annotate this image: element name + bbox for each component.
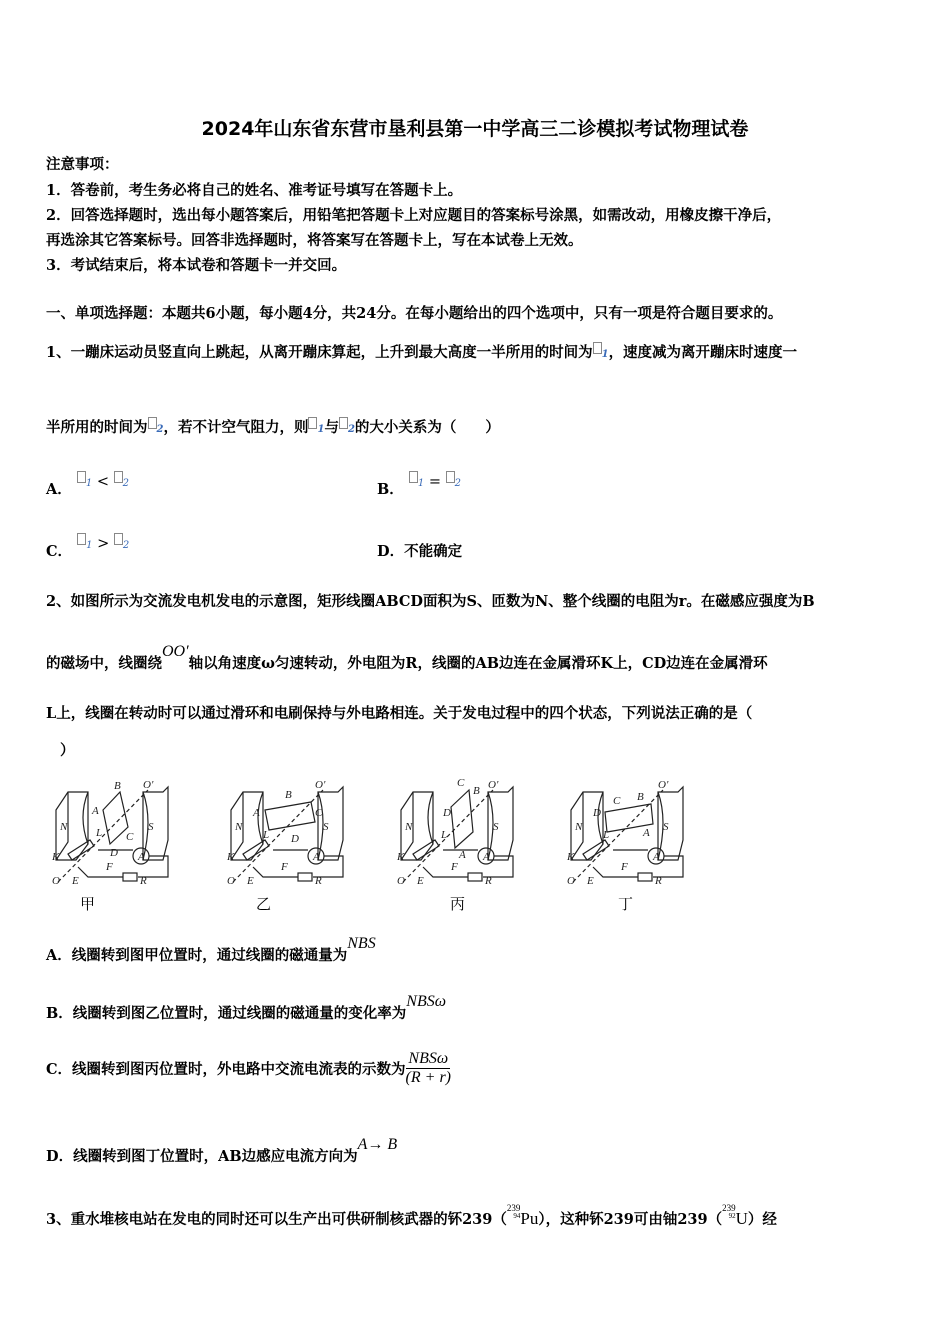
q2-line3: L上，线圈在转动时可以通过滑环和电刷保持与外电路相连。关于发电过程中的四个状态，下列说法正确的是（ xyxy=(46,705,753,722)
svg-text:E: E xyxy=(247,875,254,887)
svg-text:O: O xyxy=(397,875,405,887)
svg-text:N: N xyxy=(60,821,68,833)
svg-text:L: L xyxy=(441,829,448,841)
svg-text:S: S xyxy=(148,821,154,833)
svg-text:B: B xyxy=(637,791,644,803)
svg-text:A: A xyxy=(313,851,320,863)
svg-text:N: N xyxy=(575,821,583,833)
svg-text:F: F xyxy=(106,861,113,873)
notice-heading: 注意事项： xyxy=(46,156,119,173)
svg-text:F: F xyxy=(451,861,458,873)
generator-diagram-jia xyxy=(48,772,180,892)
svg-text:B: B xyxy=(285,789,292,801)
svg-text:O: O xyxy=(567,875,575,887)
t-symbol-icon xyxy=(148,417,157,429)
q1-option-d[interactable]: D．不能确定 xyxy=(377,543,463,560)
svg-text:C: C xyxy=(126,831,134,843)
svg-text:O: O xyxy=(52,875,60,887)
svg-text:R: R xyxy=(485,875,492,887)
svg-text:N: N xyxy=(235,821,243,833)
notice-item-3: 3．考试结束后，将本试卷和答题卡一并交回。 xyxy=(46,257,347,274)
q2-line2: 的磁场中，线圈绕OO′轴以角速度ω匀速转动，外电阻为R，线圈的AB边连在金属滑环K上，CD边连在金属滑环 xyxy=(46,643,768,672)
generator-diagram-ding xyxy=(563,772,695,892)
svg-text:L: L xyxy=(96,827,103,839)
svg-text:S: S xyxy=(493,821,499,833)
page-title: 2024年山东省东营市垦利县第一中学高三二诊模拟考试物理试卷 xyxy=(201,118,749,140)
svg-text:A: A xyxy=(459,849,466,861)
svg-text:L: L xyxy=(603,829,610,841)
svg-text:K: K xyxy=(227,851,235,863)
svg-text:O': O' xyxy=(143,779,154,791)
svg-text:D: D xyxy=(443,807,451,819)
section-heading: 一、单项选择题：本题共6小题，每小题4分，共24分。在每小题给出的四个选项中，只有一项是符合题目要求的。 xyxy=(46,305,783,322)
svg-text:F: F xyxy=(621,861,628,873)
notice-item-2-cont: 再选涂其它答案标号。回答非选择题时，将答案写在答题卡上，写在本试卷上无效。 xyxy=(46,232,583,249)
svg-text:K: K xyxy=(52,851,60,863)
svg-text:A: A xyxy=(138,851,145,863)
svg-text:S: S xyxy=(323,821,329,833)
q2-option-b[interactable]: B．线圈转到图乙位置时，通过线圈的磁通量的变化率为NBSω xyxy=(46,993,447,1022)
figure-caption-bing: 丙 xyxy=(450,895,466,913)
svg-text:R: R xyxy=(655,875,662,887)
q1-option-a[interactable]: A． 1 < 2 xyxy=(46,478,129,499)
current-fraction: $\frac{\text{NBSω}}{(R + r)}$ xyxy=(405,1050,451,1086)
svg-text:S: S xyxy=(663,821,669,833)
svg-text:A: A xyxy=(92,805,99,817)
svg-text:B: B xyxy=(473,785,480,797)
svg-text:O': O' xyxy=(488,779,499,791)
q2-line1: 2、如图所示为交流发电机发电的示意图，矩形线圈ABCD面积为S、匝数为N、整个线圈的电阻为r。在磁感应强度为B xyxy=(46,593,815,610)
svg-text:E: E xyxy=(417,875,424,887)
generator-diagram-yi xyxy=(223,772,355,892)
svg-text:R: R xyxy=(315,875,322,887)
svg-text:D: D xyxy=(110,847,118,859)
svg-text:K: K xyxy=(567,851,575,863)
q1-line2: 半所用的时间为 2，若不计空气阻力，则 1与 2的大小关系为（ ） xyxy=(46,419,500,436)
q2-option-a[interactable]: A．线圈转到图甲位置时，通过线圈的磁通量为NBS xyxy=(46,935,376,964)
t-symbol-icon xyxy=(593,342,602,354)
svg-text:O: O xyxy=(227,875,235,887)
svg-text:N: N xyxy=(405,821,413,833)
uranium-isotope: 239 92 U xyxy=(722,1203,748,1228)
q1-option-c[interactable]: C． 1 > 2 xyxy=(46,540,129,561)
svg-text:C: C xyxy=(613,795,621,807)
svg-text:L: L xyxy=(263,829,270,841)
svg-text:E: E xyxy=(72,875,79,887)
svg-text:A: A xyxy=(253,807,260,819)
svg-text:A: A xyxy=(643,827,650,839)
t-symbol-icon xyxy=(339,417,348,429)
svg-text:D: D xyxy=(291,833,299,845)
svg-text:O': O' xyxy=(658,779,669,791)
q1-option-b[interactable]: B． 1 = 2 xyxy=(377,478,461,499)
notice-item-2: 2．回答选择题时，选出每小题答案后，用铅笔把答题卡上对应题目的答案标号涂黑，如需改动，用橡皮擦干净后， xyxy=(46,207,782,224)
q2-line4: ） xyxy=(60,742,75,759)
svg-text:C: C xyxy=(315,807,323,819)
svg-text:A: A xyxy=(483,851,490,863)
svg-text:F: F xyxy=(281,861,288,873)
svg-text:B: B xyxy=(114,780,121,792)
generator-diagram-bing xyxy=(393,772,525,892)
svg-text:D: D xyxy=(593,807,601,819)
svg-text:A: A xyxy=(653,851,660,863)
figure-caption-yi: 乙 xyxy=(256,895,272,913)
q1-line1: 1、一蹦床运动员竖直向上跳起，从离开蹦床算起，上升到最大高度一半所用的时间为 1，速度减为离开蹦床时速度一 xyxy=(46,344,798,361)
q2-option-d[interactable]: D．线圈转到图丁位置时，AB边感应电流方向为A→ B xyxy=(46,1136,398,1165)
figure-caption-ding: 丁 xyxy=(618,895,634,913)
svg-text:E: E xyxy=(587,875,594,887)
svg-text:C: C xyxy=(457,777,465,789)
svg-text:R: R xyxy=(140,875,147,887)
svg-text:K: K xyxy=(397,851,405,863)
q2-option-c[interactable]: C．线圈转到图丙位置时，外电路中交流电流表的示数为 $\frac{\text{NBSω}}{(R + r)}$ xyxy=(46,1050,451,1086)
notice-item-1: 1．答卷前，考生务必将自己的姓名、准考证号填写在答题卡上。 xyxy=(46,182,463,199)
plutonium-isotope: 239 94 Pu xyxy=(506,1203,539,1228)
figure-caption-jia: 甲 xyxy=(80,895,96,913)
svg-text:O': O' xyxy=(315,779,326,791)
q3-line1: 3、重水堆核电站在发电的同时还可以生产出可供研制核武器的钚239（ 239 94 Pu），这种钚239可由铀239（ 239 92 U）经 xyxy=(46,1203,777,1228)
